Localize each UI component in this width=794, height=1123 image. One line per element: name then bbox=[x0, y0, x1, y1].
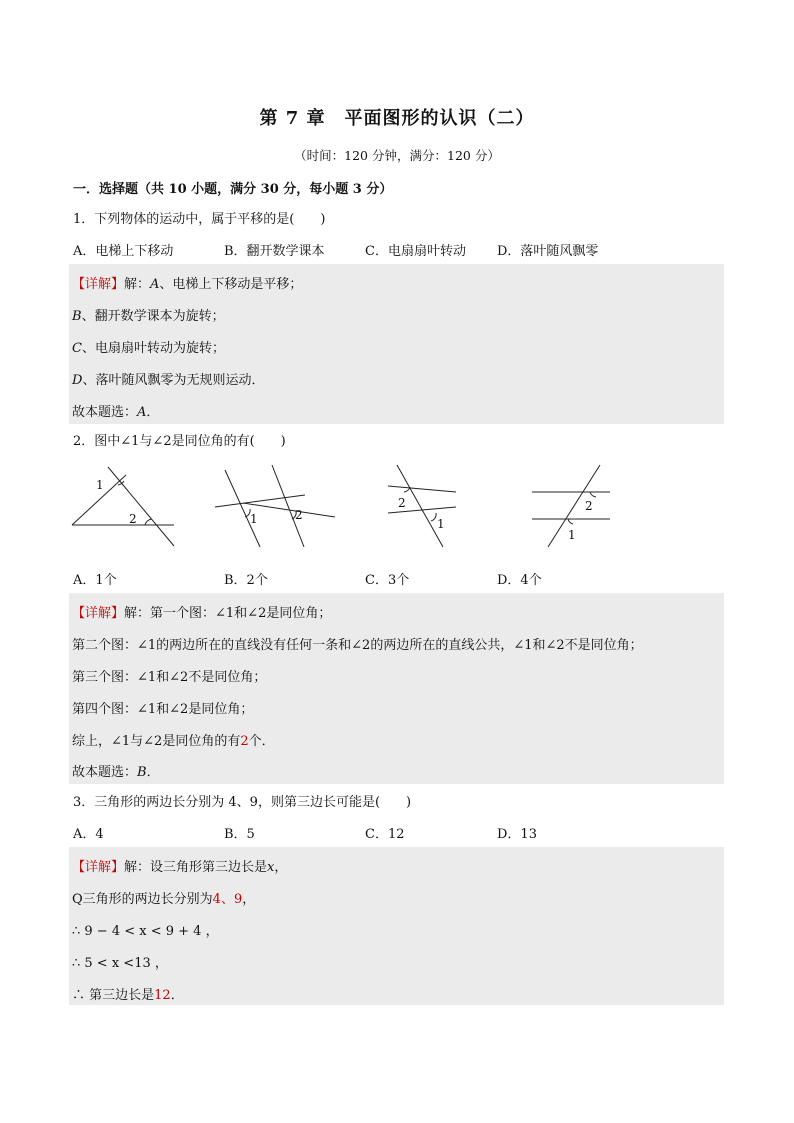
q1-stem: 1．下列物体的运动中，属于平移的是( ) bbox=[73, 212, 326, 227]
q1-option-b: B．翻开数学课本 bbox=[224, 244, 325, 259]
q2-option-b: B．2个 bbox=[224, 573, 268, 588]
q2-stem: 2．图中∠1与∠2是同位角的有( ) bbox=[73, 434, 286, 449]
q3-option-c: C．12 bbox=[365, 827, 405, 842]
q3-answer-line-5: ∴ 第三边长是12． bbox=[72, 988, 184, 1003]
fig1-label-1: 1 bbox=[96, 478, 104, 492]
q1-option-a: A．电梯上下移动 bbox=[73, 244, 174, 259]
q3-options bbox=[73, 823, 733, 843]
q3-answer-line-1: 【详解】解：设三角形第三边长是x， bbox=[72, 860, 288, 875]
fig4-label-1: 1 bbox=[568, 528, 576, 542]
q2-answer-box bbox=[69, 593, 724, 784]
q2-option-c: C．3个 bbox=[365, 573, 410, 588]
q3-answer-line-3: ∴ 9 − 4 < x < 9 + 4 ， bbox=[72, 924, 219, 939]
q3-stem: 3．三角形的两边长分别为 4、9，则第三边长可能是( ) bbox=[73, 795, 412, 810]
q2-options bbox=[73, 569, 733, 589]
q3-option-d: D．13 bbox=[497, 827, 537, 842]
q1-answer-line-2: B、翻开数学课本为旋转； bbox=[72, 309, 225, 324]
q3-answer-tag: 【详解】 bbox=[72, 860, 125, 875]
section-heading: 一．选择题（共 10 小题，满分 30 分，每小题 3 分） bbox=[73, 182, 393, 197]
q2-answer-line-1: 【详解】解：第一个图：∠1和∠2是同位角； bbox=[72, 606, 332, 621]
q2-answer-tag: 【详解】 bbox=[72, 606, 125, 621]
q1-option-d: D．落叶随风飘零 bbox=[497, 244, 599, 259]
q2-answer-line-3: 第三个图：∠1和∠2不是同位角； bbox=[72, 670, 267, 685]
fig2-label-1: 1 bbox=[250, 512, 258, 526]
q2-answer-line-6: 故本题选：B． bbox=[72, 765, 160, 780]
q1-answer-line-3: C、电扇扇叶转动为旋转； bbox=[72, 341, 225, 356]
q1-answer-box bbox=[69, 264, 724, 424]
q3-answer-box bbox=[69, 847, 724, 1005]
page-title: 第 7 章 平面图形的认识（二） bbox=[259, 108, 535, 129]
q1-option-c: C．电扇扇叶转动 bbox=[365, 244, 466, 259]
fig1-label-2: 2 bbox=[129, 512, 137, 526]
figure-2 bbox=[215, 465, 335, 547]
q1-answer-tag: 【详解】 bbox=[72, 277, 125, 292]
fig4-label-2: 2 bbox=[585, 499, 593, 513]
q3-answer-line-2: Q三角形的两边长分别为4、9， bbox=[72, 892, 256, 907]
q1-answer-line-4: D、落叶随风飘零为无规则运动． bbox=[72, 373, 265, 388]
q1-answer-line-5: 故本题选：A． bbox=[72, 405, 160, 420]
q2-answer-line-2: 第二个图：∠1的两边所在的直线没有任何一条和∠2的两边所在的直线公共，∠1和∠2不是同位角； bbox=[72, 638, 643, 653]
fig3-label-1: 1 bbox=[437, 517, 445, 531]
fig2-label-2: 2 bbox=[295, 508, 303, 522]
q2-option-a: A．1个 bbox=[73, 573, 117, 588]
q2-answer-line-4: 第四个图：∠1和∠2是同位角； bbox=[72, 702, 254, 717]
q2-option-d: D．4个 bbox=[497, 573, 542, 588]
q2-answer-line-5: 综上，∠1与∠2是同位角的有2个． bbox=[72, 734, 275, 749]
q1-options bbox=[73, 240, 733, 260]
q3-option-a: A．4 bbox=[73, 827, 104, 842]
fig3-label-2: 2 bbox=[398, 496, 406, 510]
page-subtitle: （时间：120 分钟，满分：120 分） bbox=[294, 148, 500, 163]
q3-option-b: B．5 bbox=[224, 827, 255, 842]
q3-answer-line-4: ∴ 5 < x <13 ， bbox=[72, 956, 168, 971]
figure-1 bbox=[72, 467, 174, 546]
q1-answer-line-1: 【详解】解：A、电梯上下移动是平移； bbox=[72, 277, 303, 292]
q2-angle-figures bbox=[60, 455, 680, 555]
